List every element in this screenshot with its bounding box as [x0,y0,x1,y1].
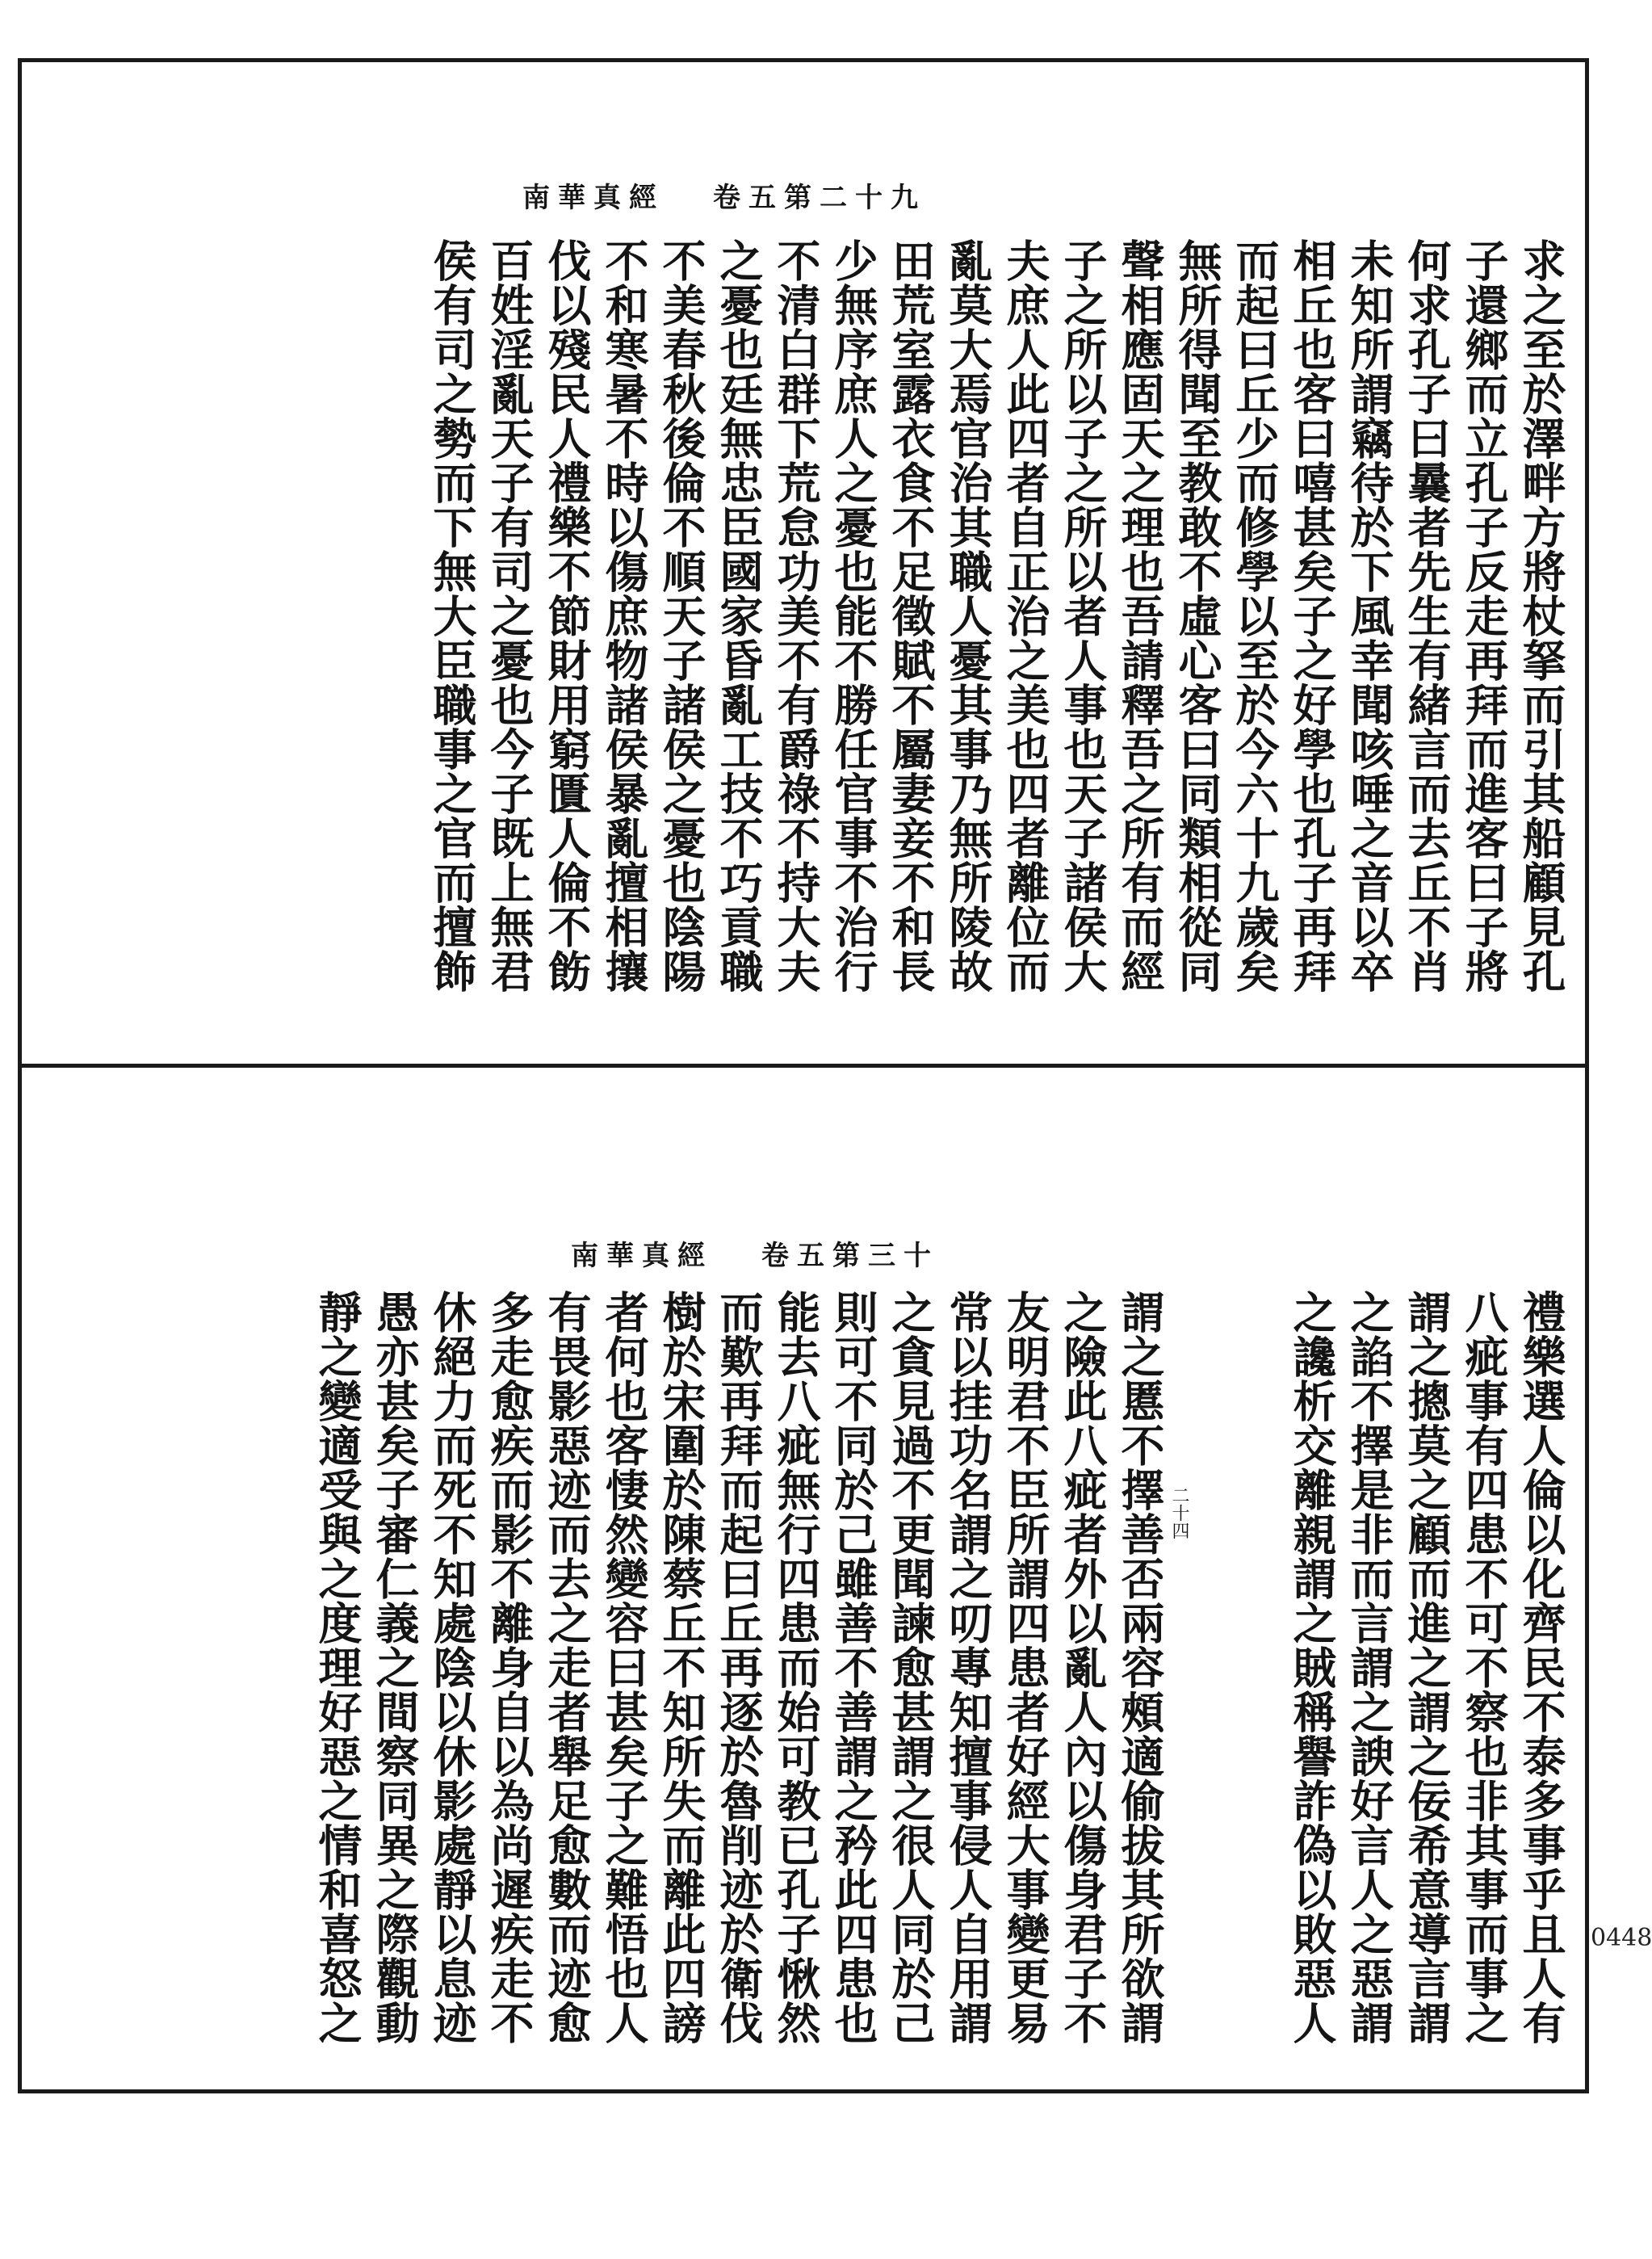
bottom-column-9: 常以挂功名謂之叨專知擅事侵人自用謂 [942,1290,994,2045]
top-column-6: 而起曰丘少而修學以至於今六十九歲矣 [1229,238,1281,993]
top-column-15: 之憂也廷無忠臣國家昏亂工技不巧貢職 [713,238,765,993]
bottom-column-1: 禮樂選人倫以化齊民不泰多事乎且人有 [1516,1290,1567,2045]
top-column-9: 子之所以子之所以者人事也天子諸侯大 [1057,238,1109,993]
top-panel-header [522,175,926,215]
bottom-column-3: 謂之摠莫之顧而進之謂之佞希意導言謂 [1401,1290,1453,2045]
bottom-column-6: 謂之慝不擇善否兩容頰適偷拔其所欲謂 [1114,1290,1166,2045]
bottom-column-16: 有畏影惡迹而去之走者舉足愈數而迹愈 [541,1290,593,2045]
top-column-1: 求之至於澤畔方將杖拏而引其船顧見孔 [1516,238,1567,993]
top-column-19: 百姓淫亂天子有司之憂也今子既上無君 [484,238,535,993]
bottom-column-17: 多走愈疾而影不離身自以為尚遲疾走不 [484,1290,535,2045]
top-column-14: 不清白群下荒怠功美不有爵祿不持大夫 [770,238,822,993]
bottom-header-volume: 卷五第三十 [761,1240,939,1272]
top-column-20: 侯有司之勢而下無大臣職事之官而擅飾 [426,238,478,993]
bottom-column-2: 八疵事有四患不可不察也非其事而事之 [1458,1290,1510,2045]
bottom-column-15: 者何也客悽然變容曰甚矣子之難悟也人 [598,1290,650,2045]
top-column-3: 何求孔子曰曩者先生有緒言而去丘不肖 [1401,238,1453,993]
bottom-column-4: 之諂不擇是非而言謂之諛好言人之惡謂 [1344,1290,1395,2045]
top-column-11: 亂莫大焉官治其職人憂其事乃無所陵故 [942,238,994,993]
top-column-13: 少無序庶人之憂也能不勝任官事不治行 [828,238,879,993]
top-column-12: 田荒室露衣食不足徵賦不屬妻妾不和長 [885,238,937,993]
bottom-column-8: 友明君不臣所謂四患者好經大事變更易 [1000,1290,1051,2045]
bottom-column-20: 靜之變適受與之度理好惡之情和喜怒之 [312,1290,363,2045]
top-column-16: 不美春秋後倫不順天子諸侯之憂也陰陽 [656,238,707,993]
bottom-column-10: 之貪見過不更聞諫愈甚謂之很人同於己 [885,1290,937,2045]
bottom-panel-header [571,1233,939,1273]
bottom-header-book: 南華真經 [571,1240,713,1272]
bottom-column-5: 之讒析交離親謂之賊稱譽詐偽以敗惡人 [1286,1290,1338,2045]
top-column-17: 不和寒暑不時以傷庶物諸侯暴亂擅相攘 [598,238,650,993]
bottom-column-18: 休絕力而死不知處陰以休影處靜以息迹 [426,1290,478,2045]
top-header-volume: 卷五第二十九 [713,182,926,214]
top-header-book: 南華真經 [522,182,665,214]
top-column-7: 無所得聞至教敢不虛心客曰同類相從同 [1172,238,1223,993]
bottom-column-19: 愚亦甚矣子審仁義之間察同異之際觀動 [369,1290,421,2045]
top-column-18: 伐以殘民人禮樂不節財用窮匱人倫不飭 [541,238,593,993]
top-column-4: 未知所謂竊待於下風幸聞咳唾之音以卒 [1344,238,1395,993]
top-column-8: 聲相應固天之理也吾請釋吾之所有而經 [1114,238,1166,993]
page-frame [18,58,1589,2093]
top-column-10: 夫庶人此四者自正治之美也四者離位而 [1000,238,1051,993]
page-number: 0448 [1591,1924,1652,1952]
bottom-column-13: 而歎再拜而起曰丘再逐於魯削迹於衛伐 [713,1290,765,2045]
bottom-column-7: 之險此八疵者外以亂人內以傷身君子不 [1057,1290,1109,2045]
bottom-panel [22,1068,1585,2089]
top-panel [22,62,1585,1064]
top-column-2: 子還鄉而立孔子反走再拜而進客曰子將 [1458,238,1510,993]
bottom-column-14: 樹於宋圍於陳蔡丘不知所失而離此四謗 [656,1290,707,2045]
bottom-margin-number: 二十四 [1169,1486,1189,1539]
top-column-5: 相丘也客曰嘻甚矣子之好學也孔子再拜 [1286,238,1338,993]
bottom-column-11: 則可不同於己雖善不善謂之矜此四患也 [828,1290,879,2045]
bottom-column-12: 能去八疵無行四患而始可教已孔子愀然 [770,1290,822,2045]
